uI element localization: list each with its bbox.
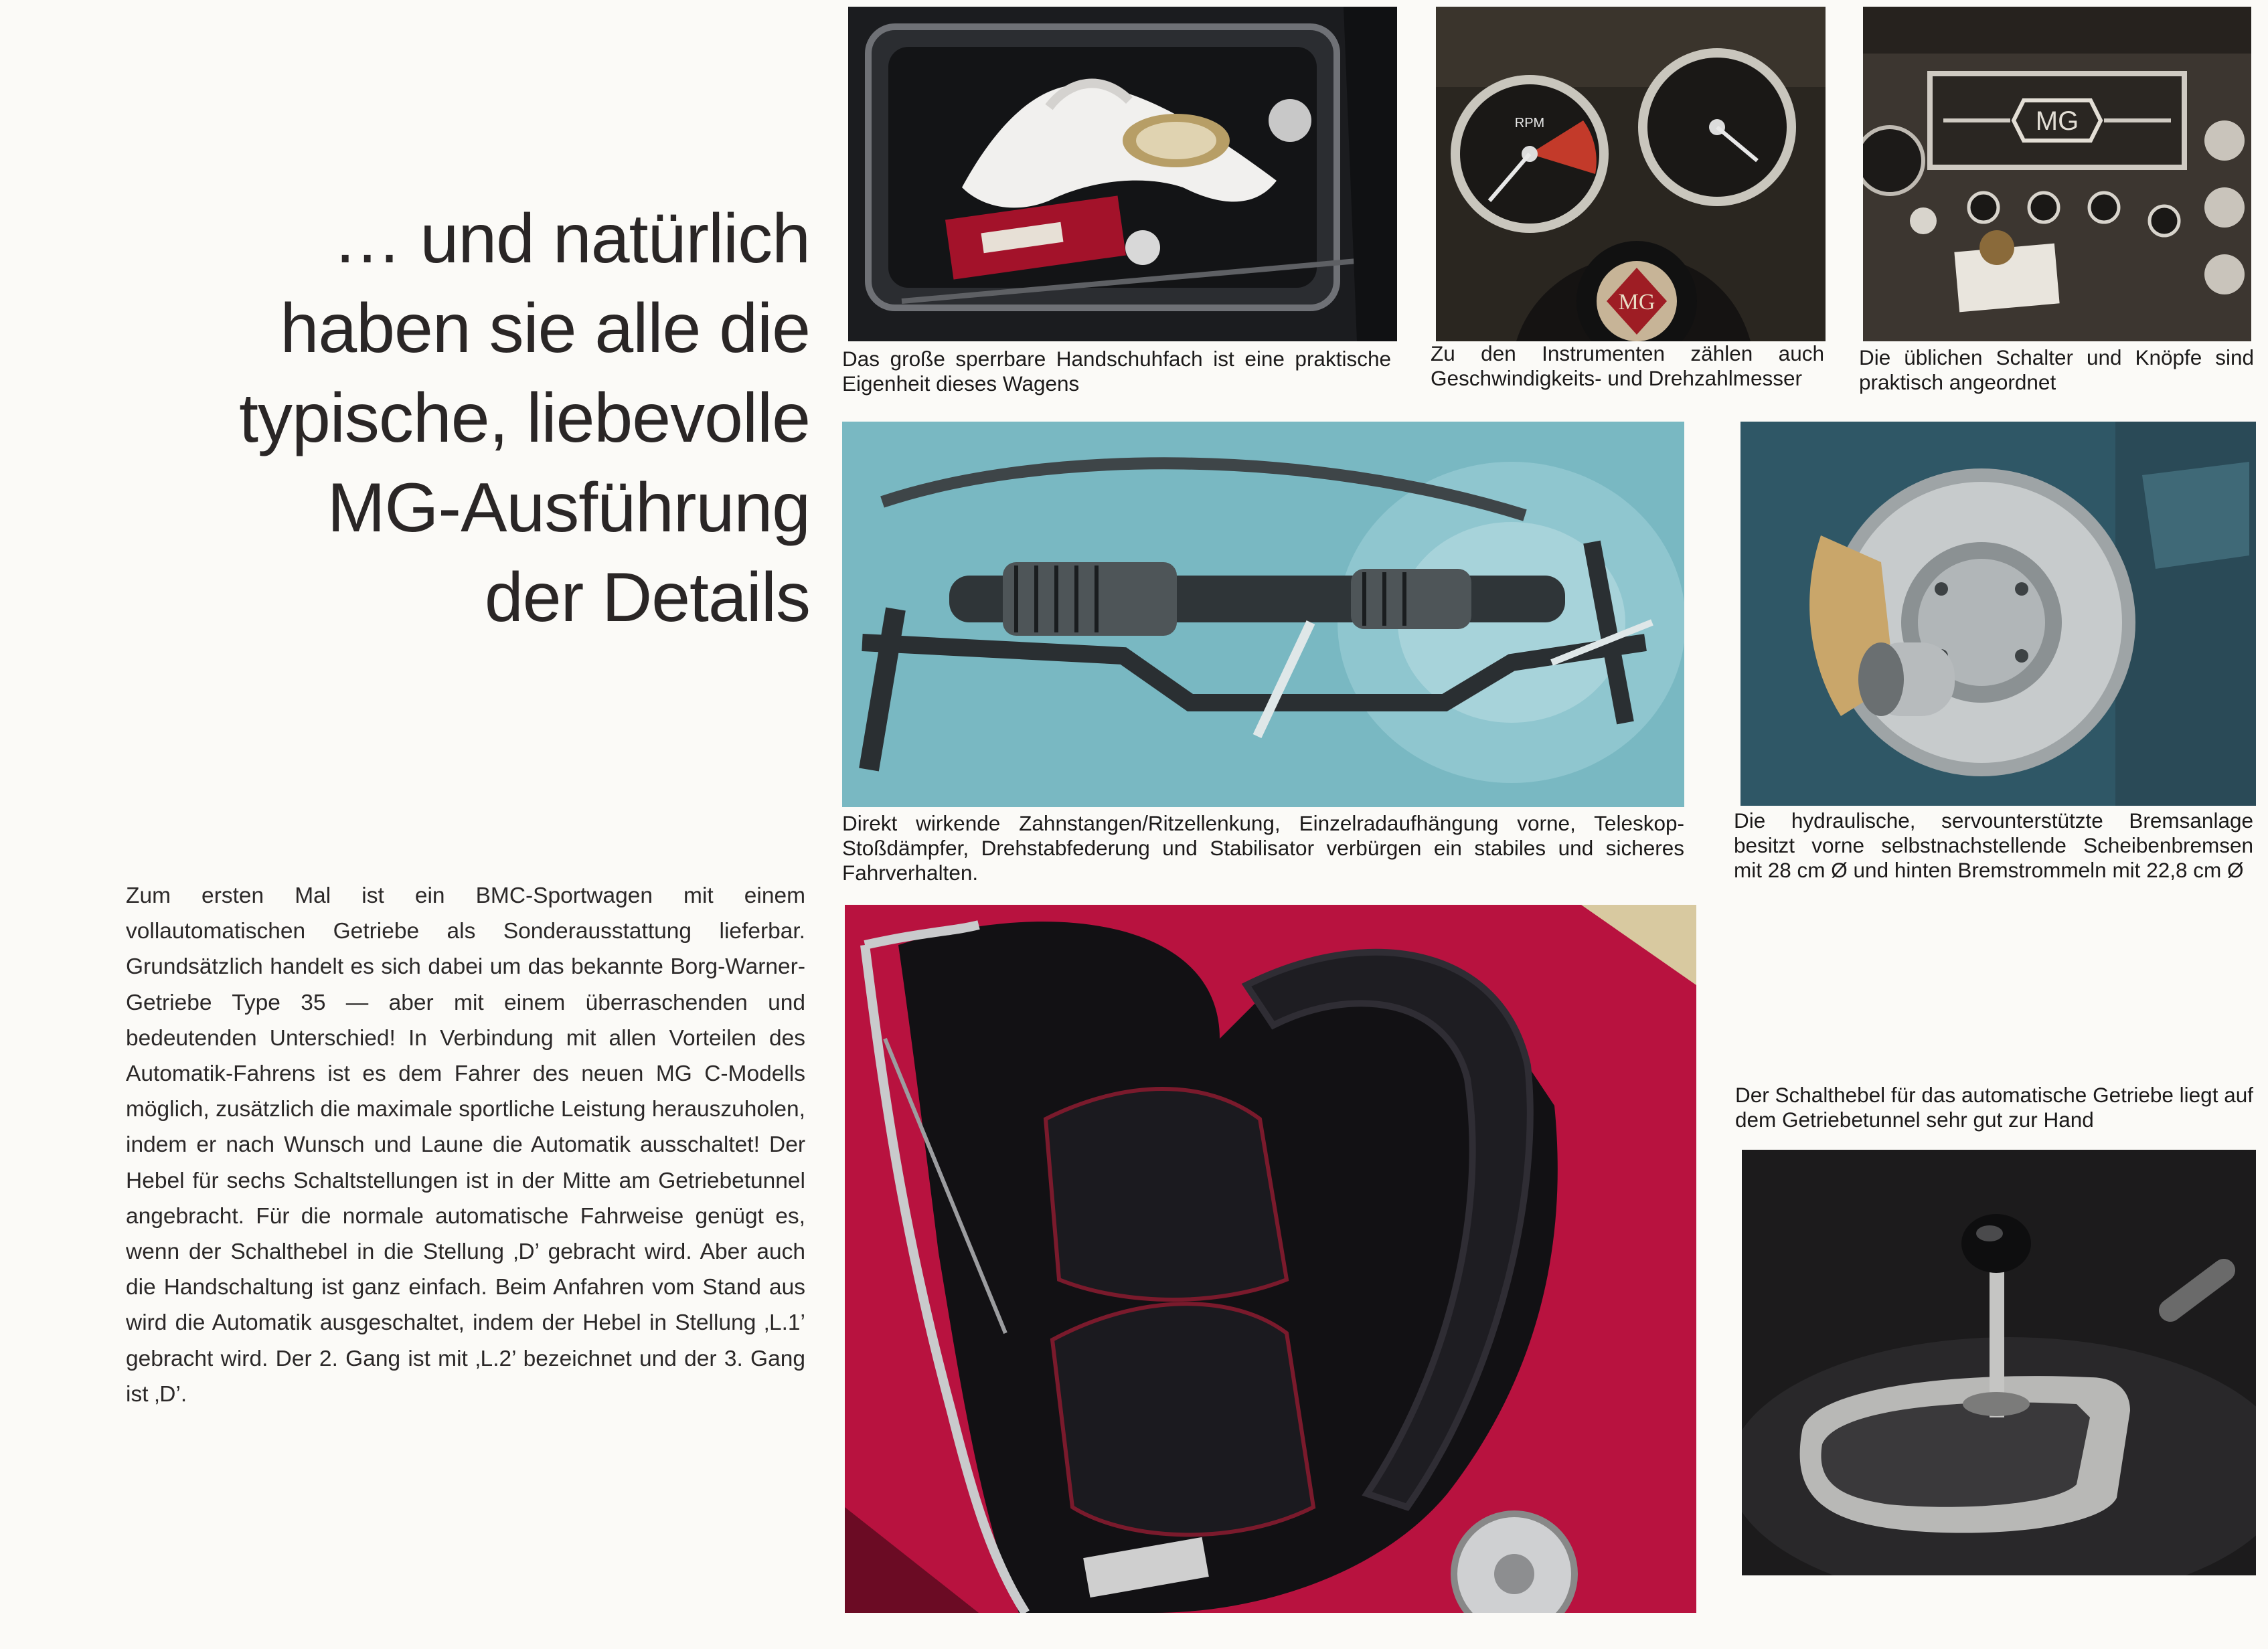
steering-photo [842, 422, 1684, 807]
dashboard-logo-text: MG [2035, 106, 2079, 136]
caption-glovebox: Das große sperrbare Handschuhfach ist eine praktische Eigenheit dieses Wagens [842, 347, 1391, 396]
headline-line-4: MG-Ausführung [327, 469, 810, 547]
caption-instruments: Zu den Instrumenten zählen auch Geschwindigkeits- und Drehzahlmesser [1431, 341, 1824, 390]
body-text: Zum ersten Mal ist ein BMC-Sportwagen mit einem vollautomatischen Getriebe als Sonderausstattung lieferbar. Grundsätzlich handelt es sich dabei um das bekannte Borg-Warner-Getriebe Type 35 — aber mit einem überraschenden und bedeutenden Unterschied! In Verbindung mit allen Vorteilen des Automatik-Fahrens ist es dem Fahrer des neuen MG C-Modells möglich, zusätzlich die maximale sportliche Leistung herauszuholen, indem er nach Wunsch und Laune die Automatik ausschaltet! Der Hebel für sechs Schaltstellungen ist in der Mitte am Getriebetunnel angebracht. Für die normale automatische Fahrweise genügt es, wenn der Schalthebel in die Stellung ‚D’ gebracht wird. Aber auch die Handschaltung ist ganz einfach. Beim Anfahren vom Stand aus wird die Automatik ausgeschaltet, indem der Hebel in Stellung ‚L.1’ gebracht wird. Der 2. Gang ist mit ‚L.2’ bezeichnet und der 3. Gang ist ‚D’. [126, 883, 805, 1407]
caption-brakes: Die hydraulische, servounterstützte Bremsanlage besitzt vorne selbstnachstellende Scheibenbremsen mit 28 cm Ø und hinten Bremstrommeln mit 22,8 cm Ø [1734, 808, 2253, 882]
switches-photo [1863, 7, 2251, 341]
caption-gearlever: Der Schalthebel für das automatische Getriebe liegt auf dem Getriebetunnel sehr gut zur Hand [1735, 1083, 2253, 1132]
headline [107, 194, 810, 642]
headline-line-5: der Details [484, 559, 810, 636]
headline-line-1: … und natürlich [332, 200, 810, 278]
gearlever-photo [1742, 1150, 2256, 1575]
tachometer-label: RPM [1514, 116, 1545, 131]
car-interior-photo [845, 905, 1696, 1613]
brakes-photo [1740, 422, 2256, 806]
instruments-photo [1436, 7, 1826, 341]
wheel-badge-text: MG [1618, 290, 1655, 315]
caption-switches: Die üblichen Schalter und Knöpfe sind praktisch angeordnet [1859, 345, 2254, 394]
headline-line-3: typische, liebevolle [239, 379, 810, 457]
glovebox-photo [848, 7, 1397, 341]
caption-steering: Direkt wirkende Zahnstangen/Ritzellenkung, Einzelradaufhängung vorne, Teleskop-Stoßdämpfer, Drehstabfederung und Stabilisator verbürgen ein stabiles und sicheres Fahrverhalten. [842, 811, 1684, 885]
headline-line-2: haben sie alle die [280, 290, 810, 367]
